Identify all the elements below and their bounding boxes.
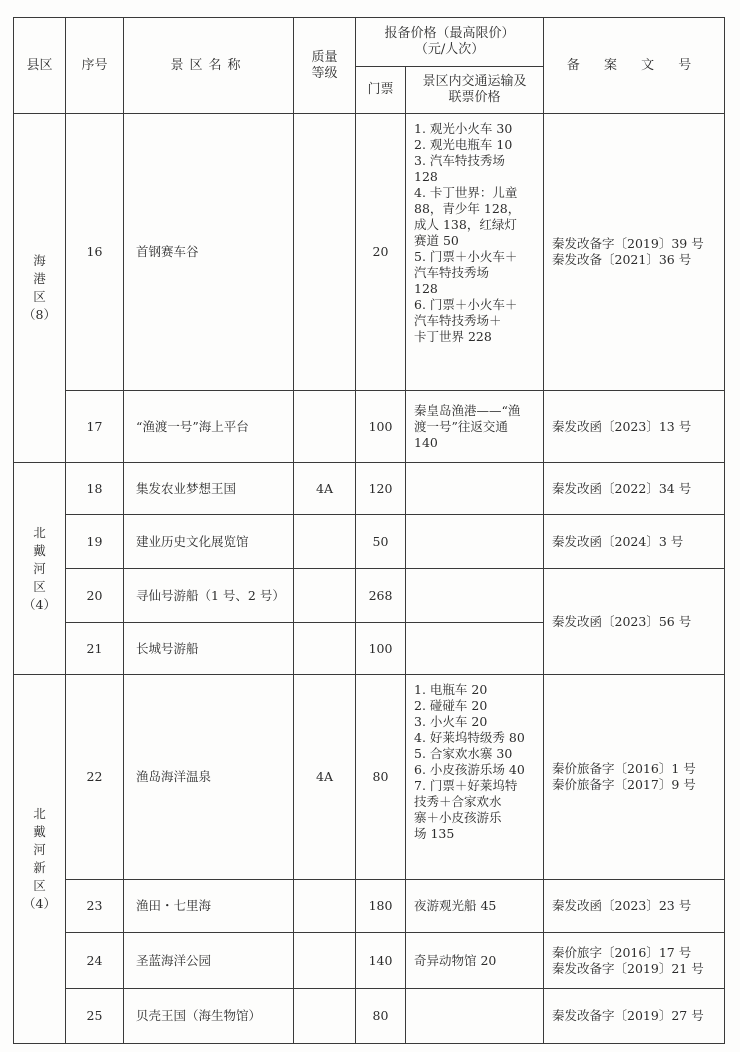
scenic-name: 贝壳王国（海生物馆） (124, 989, 294, 1044)
seq-cell: 18 (66, 463, 124, 515)
transport-price-list (406, 989, 544, 1044)
district-beidaihe-new: 北 戴 河 新 区 （4） (14, 675, 66, 1044)
transport-price-list (406, 569, 544, 623)
seq-cell: 19 (66, 515, 124, 569)
grade-cell (294, 515, 356, 569)
ticket-price: 80 (356, 989, 406, 1044)
ticket-price: 100 (356, 623, 406, 675)
filing-number: 秦价旅备字〔2016〕1 号 秦价旅备字〔2017〕9 号 (544, 675, 725, 880)
district-beidaihe: 北 戴 河 区 （4） (14, 463, 66, 675)
table-row (14, 675, 725, 880)
grade-cell (294, 933, 356, 989)
header-seq: 序号 (66, 18, 124, 114)
filing-number: 秦发改函〔2023〕56 号 (544, 569, 725, 675)
filing-number: 秦发改函〔2022〕34 号 (544, 463, 725, 515)
scenic-name: 渔岛海洋温泉 (124, 675, 294, 880)
table-row (14, 933, 725, 989)
scenic-name: 圣蓝海洋公园 (124, 933, 294, 989)
transport-price-list: 秦皇岛渔港——“渔 渡一号”往返交通 140 (406, 391, 544, 463)
filing-number: 秦发改函〔2023〕13 号 (544, 391, 725, 463)
table-row (14, 114, 725, 391)
grade-cell: 4A (294, 463, 356, 515)
seq-cell: 24 (66, 933, 124, 989)
header-price-group: 报备价格（最高限价） （元/人次） (356, 18, 544, 67)
grade-cell (294, 569, 356, 623)
scenic-name: “渔渡一号”海上平台 (124, 391, 294, 463)
seq-cell: 16 (66, 114, 124, 391)
transport-price-list (406, 623, 544, 675)
header-transport: 景区内交通运输及 联票价格 (406, 67, 544, 114)
transport-price-list: 奇异动物馆 20 (406, 933, 544, 989)
table-row (14, 880, 725, 933)
grade-cell (294, 114, 356, 391)
seq-cell: 25 (66, 989, 124, 1044)
grade-cell (294, 391, 356, 463)
header-name: 景区名称 (124, 18, 294, 114)
filing-number: 秦发改函〔2024〕3 号 (544, 515, 725, 569)
scenic-name: 渔田・七里海 (124, 880, 294, 933)
header-ticket: 门票 (356, 67, 406, 114)
filing-number: 秦发改函〔2023〕23 号 (544, 880, 725, 933)
ticket-price: 20 (356, 114, 406, 391)
seq-cell: 22 (66, 675, 124, 880)
transport-price-list: 1. 观光小火车 30 2. 观光电瓶车 10 3. 汽车特技秀场 128 4. 卡丁世界：儿童 88，青少年 128， 成人 138，红绿灯 赛道 50 5. 门票＋小火车＋ 汽车特技秀场 128 6. 门票＋小火车＋ 汽车特技秀场＋ 卡丁世界 228 (406, 114, 544, 391)
table-row (14, 569, 725, 623)
filing-number: 秦发改备字〔2019〕39 号 秦发改备〔2021〕36 号 (544, 114, 725, 391)
scenic-name: 长城号游船 (124, 623, 294, 675)
ticket-price: 120 (356, 463, 406, 515)
scenic-name: 集发农业梦想王国 (124, 463, 294, 515)
seq-cell: 20 (66, 569, 124, 623)
header-county: 县区 (14, 18, 66, 114)
transport-price-list: 1. 电瓶车 20 2. 碰碰车 20 3. 小火车 20 4. 好莱坞特级秀 80 5. 合家欢水寨 30 6. 小皮孩游乐场 40 7. 门票＋好莱坞特 技秀＋合家欢水 寨＋小皮孩游乐 场 135 (406, 675, 544, 880)
ticket-price: 180 (356, 880, 406, 933)
seq-cell: 21 (66, 623, 124, 675)
seq-cell: 17 (66, 391, 124, 463)
filing-number: 秦发改备字〔2019〕27 号 (544, 989, 725, 1044)
grade-cell (294, 623, 356, 675)
grade-cell (294, 880, 356, 933)
scenic-name: 建业历史文化展览馆 (124, 515, 294, 569)
table-row (14, 391, 725, 463)
ticket-price: 140 (356, 933, 406, 989)
ticket-price: 80 (356, 675, 406, 880)
ticket-price: 268 (356, 569, 406, 623)
ticket-price: 50 (356, 515, 406, 569)
transport-price-list: 夜游观光船 45 (406, 880, 544, 933)
filing-number: 秦价旅字〔2016〕17 号 秦发改备字〔2019〕21 号 (544, 933, 725, 989)
grade-cell (294, 989, 356, 1044)
scenic-price-table (13, 17, 725, 1044)
transport-price-list (406, 515, 544, 569)
scenic-name: 寻仙号游船（1 号、2 号） (124, 569, 294, 623)
ticket-price: 100 (356, 391, 406, 463)
header-grade: 质量 等级 (294, 18, 356, 114)
transport-price-list (406, 463, 544, 515)
grade-cell: 4A (294, 675, 356, 880)
table-row (14, 515, 725, 569)
table-row (14, 463, 725, 515)
district-haigang: 海 港 区 （8） (14, 114, 66, 463)
scenic-name: 首钢赛车谷 (124, 114, 294, 391)
header-filing: 备 案 文 号 (544, 18, 725, 114)
table-row (14, 989, 725, 1044)
seq-cell: 23 (66, 880, 124, 933)
